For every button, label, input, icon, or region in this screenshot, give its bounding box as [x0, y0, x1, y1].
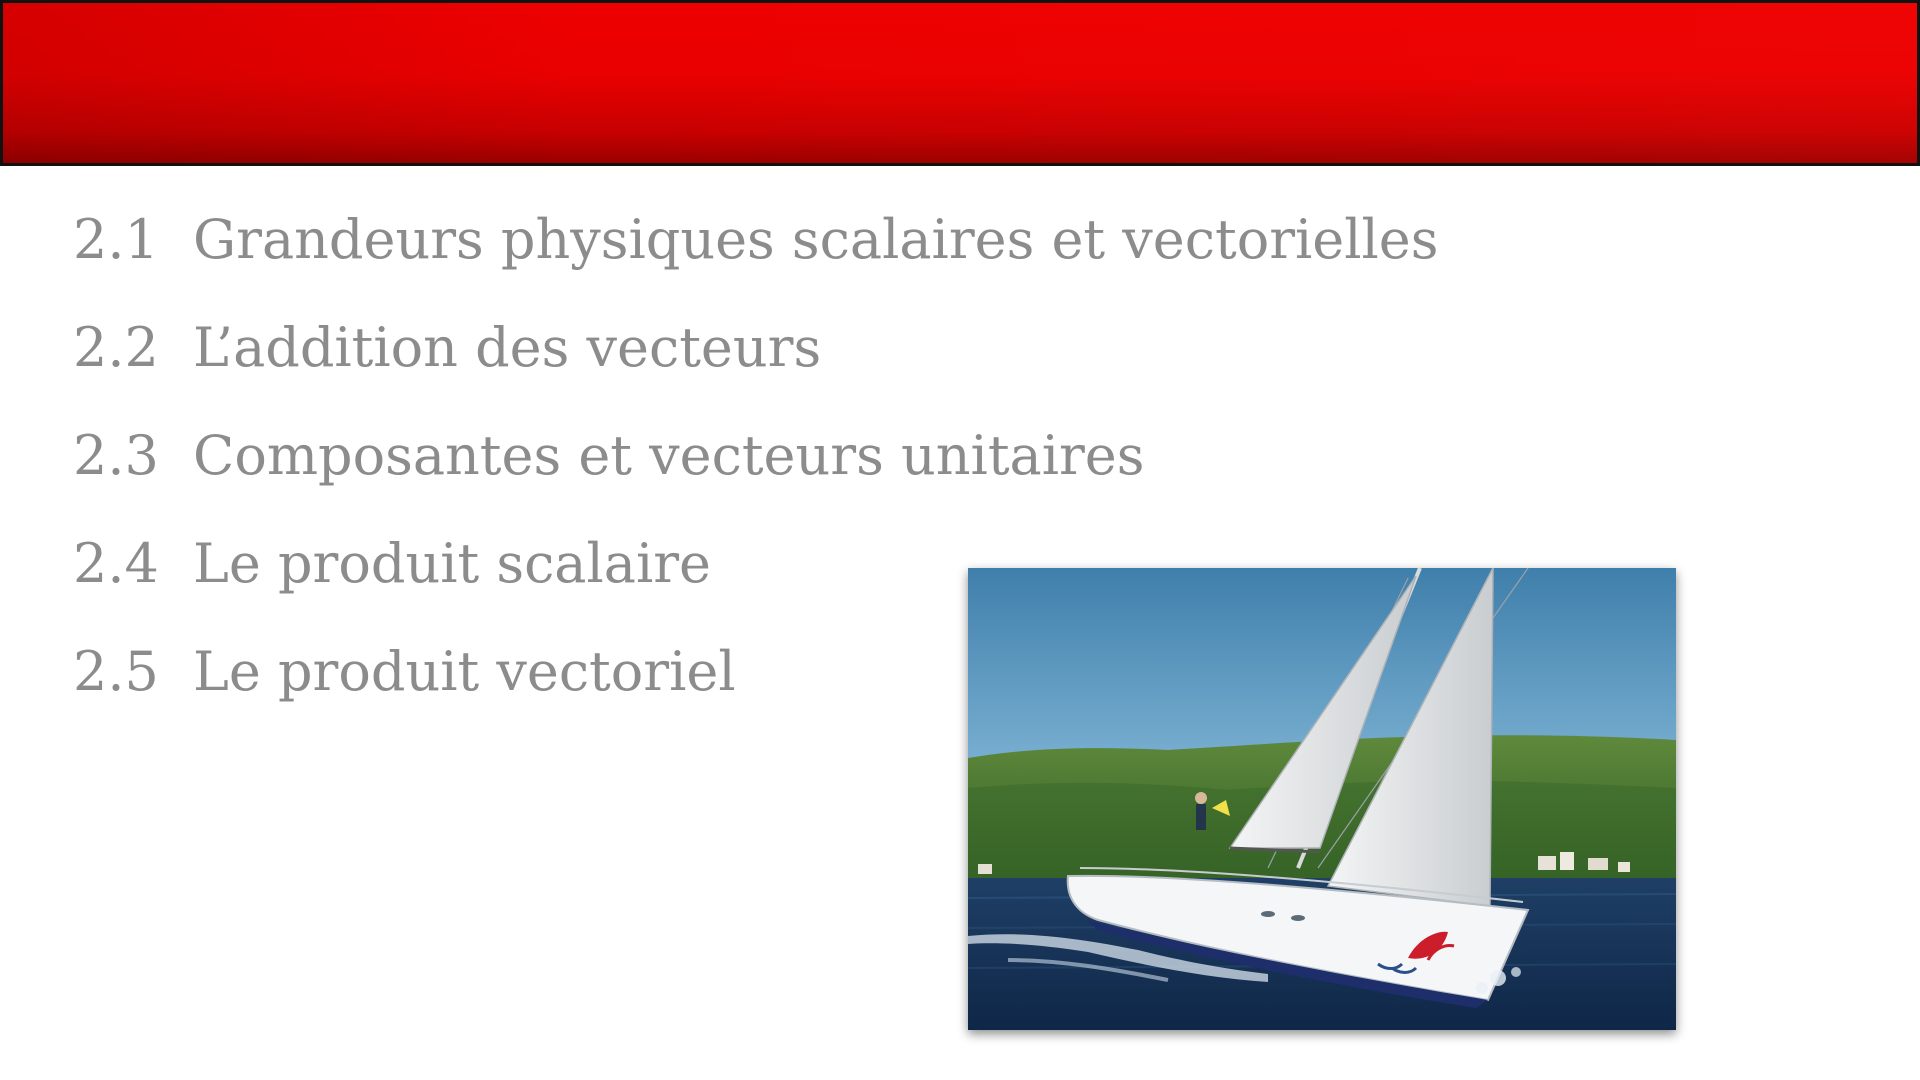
sailboat-illustration: [968, 568, 1676, 1030]
header-band: [0, 0, 1920, 166]
toc-item-number: 2.2: [73, 316, 159, 379]
sailboat-photo: [968, 568, 1676, 1030]
toc-item-number: 2.3: [73, 424, 159, 487]
toc-item-number: 2.4: [73, 532, 159, 595]
toc-item-2-3: [73, 424, 1473, 532]
toc-item-label: Le produit scalaire: [193, 532, 712, 595]
toc-item-label: L’addition des vecteurs: [193, 316, 822, 379]
toc-item-label: Le produit vectoriel: [193, 640, 736, 703]
toc-item-label: Composantes et vecteurs unitaires: [193, 424, 1145, 487]
toc-item-number: 2.1: [73, 208, 159, 271]
toc-item-2-2: [73, 316, 1473, 424]
toc-item-number: 2.5: [73, 640, 159, 703]
toc-item-2-1: [73, 208, 1473, 316]
toc-item-label: Grandeurs physiques scalaires et vectorielles: [193, 208, 1439, 271]
